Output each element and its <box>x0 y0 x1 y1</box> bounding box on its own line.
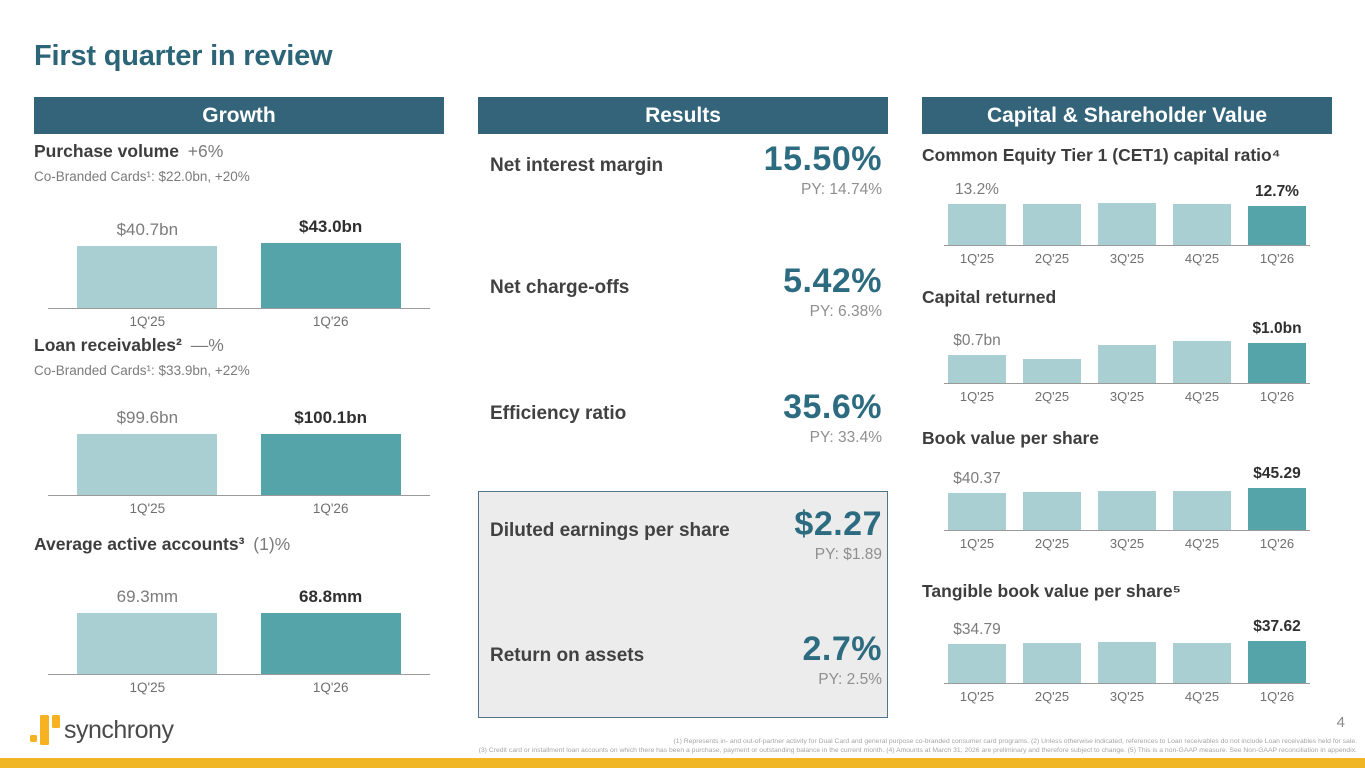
x-tick-label: 1Q'26 <box>312 314 349 329</box>
metric-value: 2.7% <box>802 630 882 668</box>
capital-returned-chart <box>922 315 1332 404</box>
x-tick-label: 3Q'25 <box>1109 389 1145 404</box>
bar <box>1098 345 1156 383</box>
x-tick-label: 2Q'25 <box>1034 536 1070 551</box>
loan-receivables-subtitle: Co-Branded Cards¹: $33.9bn, +22% <box>34 363 250 378</box>
x-tick-label: 1Q'26 <box>1259 536 1295 551</box>
bar <box>1173 204 1231 245</box>
bar-column <box>1173 485 1231 530</box>
footnote-line-2: (3) Credit card or installment loan accounts on which there has been a purchase, payment or outstanding balance in the current month. (4) Amounts at March 31, 2026 are preliminary and therefore subject to change. (5) This is a non-GAAP measure. See Non-GAAP reconciliation in appendix. <box>478 747 1357 754</box>
growth-column <box>34 97 444 695</box>
axis-line <box>48 308 430 309</box>
bar-column <box>1173 637 1231 683</box>
bar-column <box>1098 636 1156 683</box>
metric-value-block <box>783 388 882 447</box>
bar <box>261 434 401 495</box>
bar-column <box>1023 486 1081 530</box>
bar <box>1023 204 1081 245</box>
bar <box>1098 491 1156 530</box>
bar-value-label: $45.29 <box>1253 464 1301 482</box>
metric-label: Net interest margin <box>490 155 664 176</box>
bar-column <box>77 588 217 674</box>
metric-row-net-interest-margin <box>478 140 888 199</box>
loan-receivables-change: —% <box>190 335 224 355</box>
cet1-title: Common Equity Tier 1 (CET1) capital ratio⁴ <box>922 145 1281 165</box>
bar-value-label: $43.0bn <box>299 217 363 237</box>
metric-label: Diluted earnings per share <box>490 520 730 541</box>
bar-value-label: 68.8mm <box>298 587 363 607</box>
metric-row-diluted-eps <box>478 505 888 564</box>
metric-label: Net charge-offs <box>490 277 630 298</box>
bar <box>261 613 401 674</box>
bar <box>1173 491 1231 530</box>
loan-receivables-title <box>34 335 444 356</box>
axis-line <box>944 383 1310 384</box>
bar-value-label: 12.7% <box>1255 182 1299 200</box>
average-active-accounts-title <box>34 534 444 555</box>
x-tick-label: 1Q'26 <box>1259 251 1295 266</box>
bar-column <box>1248 183 1306 245</box>
average-active-accounts-chart <box>34 587 444 695</box>
metric-prior-year: PY: 14.74% <box>800 181 882 199</box>
bar <box>1248 206 1306 245</box>
axis-line <box>944 683 1310 684</box>
results-column <box>478 97 888 689</box>
x-tick-label: 2Q'25 <box>1034 251 1070 266</box>
book-value-chart <box>922 462 1332 551</box>
bar <box>261 243 401 308</box>
x-tick-label: 1Q'25 <box>959 536 995 551</box>
bar-column <box>1098 485 1156 530</box>
axis-line <box>944 245 1310 246</box>
bar-column <box>261 409 401 495</box>
page-number: 4 <box>1336 714 1345 731</box>
axis-line <box>48 495 430 496</box>
bar-column <box>948 621 1006 683</box>
bar <box>1248 343 1306 383</box>
bar-column <box>948 181 1006 245</box>
bar-value-label: 69.3mm <box>116 587 179 607</box>
capital-returned-title: Capital returned <box>922 287 1057 307</box>
average-active-accounts-change: (1)% <box>253 534 291 554</box>
bar <box>948 204 1006 245</box>
x-tick-label: 4Q'25 <box>1184 389 1220 404</box>
bar <box>1248 488 1306 530</box>
metric-value: 15.50% <box>763 140 882 178</box>
metric-prior-year: PY: 6.38% <box>809 303 882 321</box>
bar-column <box>1023 637 1081 683</box>
average-active-accounts-title-text: Average active accounts³ <box>34 534 245 554</box>
metric-row-net-charge-offs <box>478 262 888 321</box>
x-tick-label: 3Q'25 <box>1109 251 1145 266</box>
bar <box>1248 641 1306 683</box>
x-tick-label: 4Q'25 <box>1184 536 1220 551</box>
bar-column <box>1248 320 1306 383</box>
metric-label: Efficiency ratio <box>490 403 627 424</box>
bar-column <box>948 332 1006 383</box>
metric-value: 35.6% <box>783 388 882 426</box>
bar <box>1023 359 1081 383</box>
metric-value-block <box>764 140 882 199</box>
axis-line <box>944 530 1310 531</box>
cet1-chart <box>922 177 1332 266</box>
results-header: Results <box>478 97 888 134</box>
synchrony-bars-icon <box>30 714 60 746</box>
bar-value-label: $0.7bn <box>953 331 1001 349</box>
footnote-line-1: (1) Represents in- and out-of-partner activity for Dual Card and general purpose co-branded consumer card programs. (2) Unless otherwise indicated, references to Loan receivables do not include Loan receivables held for sale. <box>673 738 1357 745</box>
bar-value-label: $40.37 <box>953 469 1001 487</box>
bar-column <box>1173 335 1231 383</box>
bottom-accent-bar <box>0 758 1365 768</box>
bar <box>1173 643 1231 683</box>
x-tick-label: 1Q'25 <box>129 314 166 329</box>
page-title: First quarter in review <box>34 40 333 72</box>
bar <box>948 493 1006 530</box>
x-tick-label: 3Q'25 <box>1109 689 1145 704</box>
metric-label: Return on assets <box>490 645 645 666</box>
bar-column <box>77 221 217 308</box>
metric-prior-year: PY: 33.4% <box>809 429 882 447</box>
bar-value-label: $99.6bn <box>116 408 179 428</box>
metric-value-block <box>794 505 882 564</box>
metric-row-efficiency-ratio <box>478 388 888 447</box>
metric-value: 5.42% <box>783 262 882 300</box>
bar <box>77 613 217 674</box>
bar-column <box>1023 353 1081 383</box>
bar <box>948 355 1006 383</box>
metric-prior-year: PY: $1.89 <box>814 546 882 564</box>
synchrony-logo <box>30 714 173 746</box>
x-tick-label: 2Q'25 <box>1034 689 1070 704</box>
loan-receivables-chart <box>34 408 444 516</box>
loan-receivables-title-text: Loan receivables² <box>34 335 182 355</box>
bar-column <box>261 218 401 308</box>
capital-column <box>922 97 1332 704</box>
purchase-volume-change: +6% <box>187 141 224 161</box>
x-tick-label: 1Q'25 <box>959 689 995 704</box>
bar <box>77 434 217 495</box>
x-tick-label: 1Q'26 <box>1259 689 1295 704</box>
bar-column <box>1173 198 1231 245</box>
bar <box>77 246 217 308</box>
bar-value-label: 13.2% <box>955 180 999 198</box>
bar <box>1098 642 1156 683</box>
metric-row-return-on-assets <box>478 630 888 689</box>
book-value-title: Book value per share <box>922 428 1100 448</box>
bar-value-label: $34.79 <box>953 620 1001 638</box>
axis-line <box>48 674 430 675</box>
tangible-book-value-chart <box>922 615 1332 704</box>
purchase-volume-subtitle: Co-Branded Cards¹: $22.0bn, +20% <box>34 169 250 184</box>
metric-prior-year: PY: 2.5% <box>818 671 882 689</box>
metric-value-block <box>783 262 882 321</box>
x-tick-label: 2Q'25 <box>1034 389 1070 404</box>
bar-value-label: $100.1bn <box>294 408 368 428</box>
bar-column <box>1248 465 1306 530</box>
bar-column <box>1023 198 1081 245</box>
bar <box>948 644 1006 683</box>
bar <box>1023 492 1081 530</box>
bar-value-label: $40.7bn <box>116 220 179 240</box>
bar <box>1173 341 1231 383</box>
x-tick-label: 1Q'25 <box>959 389 995 404</box>
purchase-volume-title-text: Purchase volume <box>34 141 179 161</box>
bar-column <box>1098 197 1156 245</box>
bar-column <box>261 588 401 674</box>
capital-header: Capital & Shareholder Value <box>922 97 1332 134</box>
bar-value-label: $37.62 <box>1253 617 1301 635</box>
bar <box>1023 643 1081 683</box>
synchrony-logo-text: synchrony <box>64 715 174 744</box>
x-tick-label: 1Q'25 <box>959 251 995 266</box>
x-tick-label: 4Q'25 <box>1184 251 1220 266</box>
purchase-volume-title <box>34 141 444 162</box>
growth-header: Growth <box>34 97 444 134</box>
bar-column <box>1098 339 1156 383</box>
bar-column <box>948 470 1006 530</box>
tangible-book-value-title: Tangible book value per share⁵ <box>922 581 1181 601</box>
x-tick-label: 1Q'25 <box>129 501 166 516</box>
bar-column <box>1248 618 1306 683</box>
x-tick-label: 1Q'26 <box>312 501 349 516</box>
x-tick-label: 1Q'26 <box>312 680 349 695</box>
x-tick-label: 3Q'25 <box>1109 536 1145 551</box>
footnotes <box>257 737 1357 755</box>
metric-value: $2.27 <box>794 505 882 543</box>
x-tick-label: 1Q'26 <box>1259 389 1295 404</box>
metric-value-block <box>803 630 883 689</box>
x-tick-label: 1Q'25 <box>129 680 166 695</box>
bar-value-label: $1.0bn <box>1252 319 1302 337</box>
x-tick-label: 4Q'25 <box>1184 689 1220 704</box>
purchase-volume-chart <box>34 217 444 329</box>
bar <box>1098 203 1156 245</box>
bar-column <box>77 409 217 495</box>
